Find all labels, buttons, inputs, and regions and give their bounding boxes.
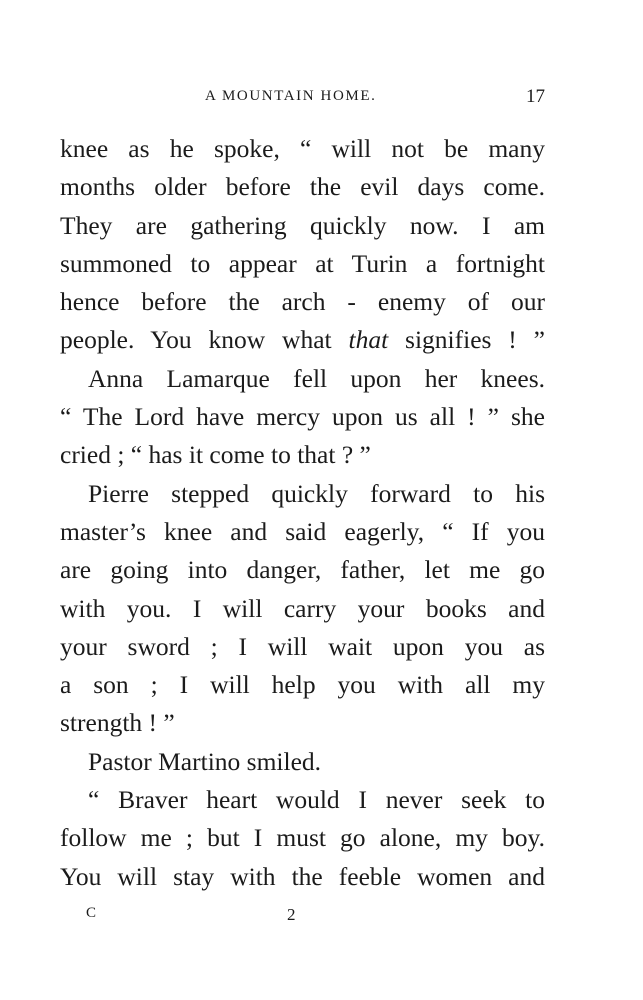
running-head [60, 88, 545, 112]
text-line: You will stay with the feeble women and [60, 861, 545, 891]
text-line [60, 321, 545, 359]
text-line: knee as he spoke, “ will not be many [60, 134, 545, 163]
text-line: strength ! ” [60, 708, 175, 738]
text-segment: signifies ! ” [388, 325, 545, 355]
sheet-number: 2 [287, 905, 296, 924]
text-line: “ Braver heart would I never seek to [88, 785, 545, 815]
text-line: They are gathering quickly now. I am [60, 210, 545, 240]
text-line: “ The Lord have mercy upon us all ! ” she [60, 402, 545, 432]
text-line: summoned to appear at Turin a fortnight [60, 248, 545, 278]
running-title: A MOUNTAIN HOME. [205, 88, 377, 104]
body-text [60, 130, 545, 896]
text-line: Anna Lamarque fell upon her knees. [88, 363, 545, 393]
text-line: a son ; I will help you with all my [60, 670, 545, 700]
text-line: hence before the arch - enemy of our [60, 287, 545, 317]
text-line: cried ; “ has it come to that ? ” [60, 440, 371, 470]
text-line: months older before the evil days come. [60, 172, 545, 202]
text-line: follow me ; but I must go alone, my boy. [60, 823, 545, 853]
text-line: with you. I will carry your books and [60, 593, 545, 623]
text-line: Pastor Martino smiled. [88, 746, 322, 776]
text-line: are going into danger, father, let me go [60, 555, 545, 585]
text-line: Pierre stepped quickly forward to his [88, 478, 545, 508]
page-number: 17 [526, 86, 545, 107]
text-line: master’s knee and said eagerly, “ If you [60, 516, 545, 546]
italic-word: that [348, 325, 389, 355]
text-segment: people. You know what [60, 325, 349, 355]
text-line: your sword ; I will wait upon you as [60, 631, 545, 661]
signature-mark: C [86, 905, 97, 921]
